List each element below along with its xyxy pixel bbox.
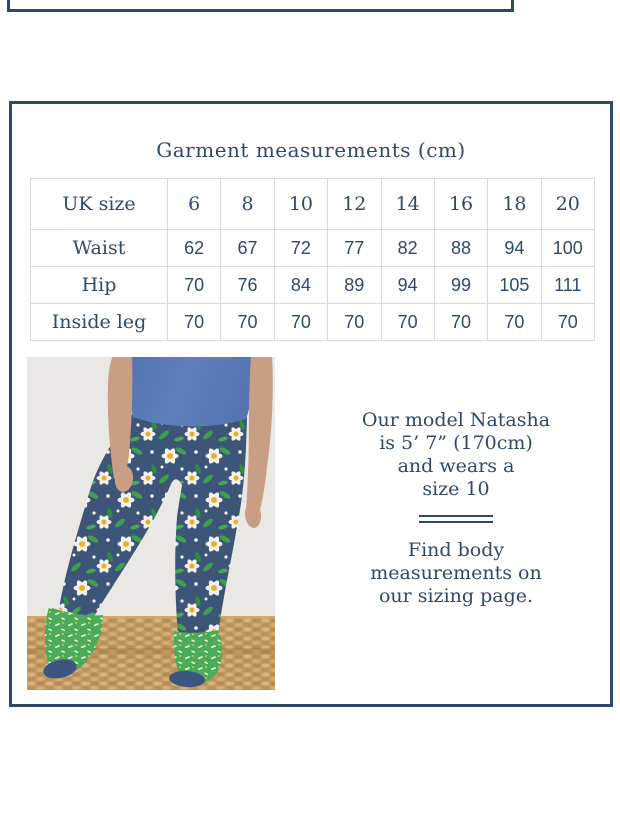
measurement-label-cell: Hip: [31, 267, 168, 304]
size-header-cell: 20: [541, 179, 594, 230]
model-info-line: Our model Natasha: [361, 409, 551, 431]
size-header-cell: 18: [488, 179, 541, 230]
model-photo-illustration: [27, 357, 275, 690]
model-info-line: and wears a: [397, 455, 515, 477]
model-info-line: is 5’ 7” (170cm): [379, 432, 533, 454]
measurement-value-cell: 70: [328, 304, 381, 341]
measurement-value-cell: 94: [488, 230, 541, 267]
measurement-value-cell: 94: [381, 267, 434, 304]
sizing-note-line: Find body: [407, 539, 505, 561]
previous-section-border-right: [511, 0, 514, 9]
size-header-cell: 16: [434, 179, 487, 230]
size-header-cell: 8: [221, 179, 274, 230]
measurement-value-cell: 99: [434, 267, 487, 304]
model-info-line: size 10: [422, 478, 490, 500]
measurement-label-cell: Inside leg: [31, 304, 168, 341]
measurement-value-cell: 70: [168, 267, 221, 304]
measurement-value-cell: 82: [381, 230, 434, 267]
measurement-value-cell: 111: [541, 267, 594, 304]
measurement-value-cell: 76: [221, 267, 274, 304]
card-title: Garment measurements (cm): [156, 138, 466, 162]
measurement-value-cell: 70: [381, 304, 434, 341]
measurement-value-cell: 70: [541, 304, 594, 341]
blue-tshirt: [125, 357, 255, 426]
measurement-value-cell: 89: [328, 267, 381, 304]
sizing-note-line: measurements on: [370, 562, 542, 584]
size-header-cell: 12: [328, 179, 381, 230]
measurement-value-cell: 84: [274, 267, 327, 304]
measurement-value-cell: 100: [541, 230, 594, 267]
measurement-label-cell: Waist: [31, 230, 168, 267]
size-table: [30, 178, 595, 341]
measurement-value-cell: 77: [328, 230, 381, 267]
measurement-value-cell: 70: [221, 304, 274, 341]
hip-row: [31, 267, 595, 304]
measurement-value-cell: 88: [434, 230, 487, 267]
measurement-value-cell: 67: [221, 230, 274, 267]
previous-section-border: [7, 9, 514, 12]
measurement-value-cell: 70: [274, 304, 327, 341]
garment-measurements-card: [9, 101, 613, 707]
size-header-cell: 10: [274, 179, 327, 230]
uk-size-header-cell: UK size: [31, 179, 168, 230]
size-header-cell: 6: [168, 179, 221, 230]
measurement-value-cell: 70: [488, 304, 541, 341]
previous-section-border-left: [7, 0, 10, 9]
divider-rule: [419, 515, 493, 523]
sizing-note-line: our sizing page.: [378, 585, 534, 607]
measurement-value-cell: 105: [488, 267, 541, 304]
measurement-value-cell: 70: [434, 304, 487, 341]
inside-leg-row: [31, 304, 595, 341]
measurement-value-cell: 72: [274, 230, 327, 267]
measurement-value-cell: 70: [168, 304, 221, 341]
size-table-header-row: [31, 179, 595, 230]
model-photo: [27, 357, 275, 690]
size-header-cell: 14: [381, 179, 434, 230]
waist-row: [31, 230, 595, 267]
measurement-value-cell: 62: [168, 230, 221, 267]
model-info-block: [312, 409, 600, 608]
